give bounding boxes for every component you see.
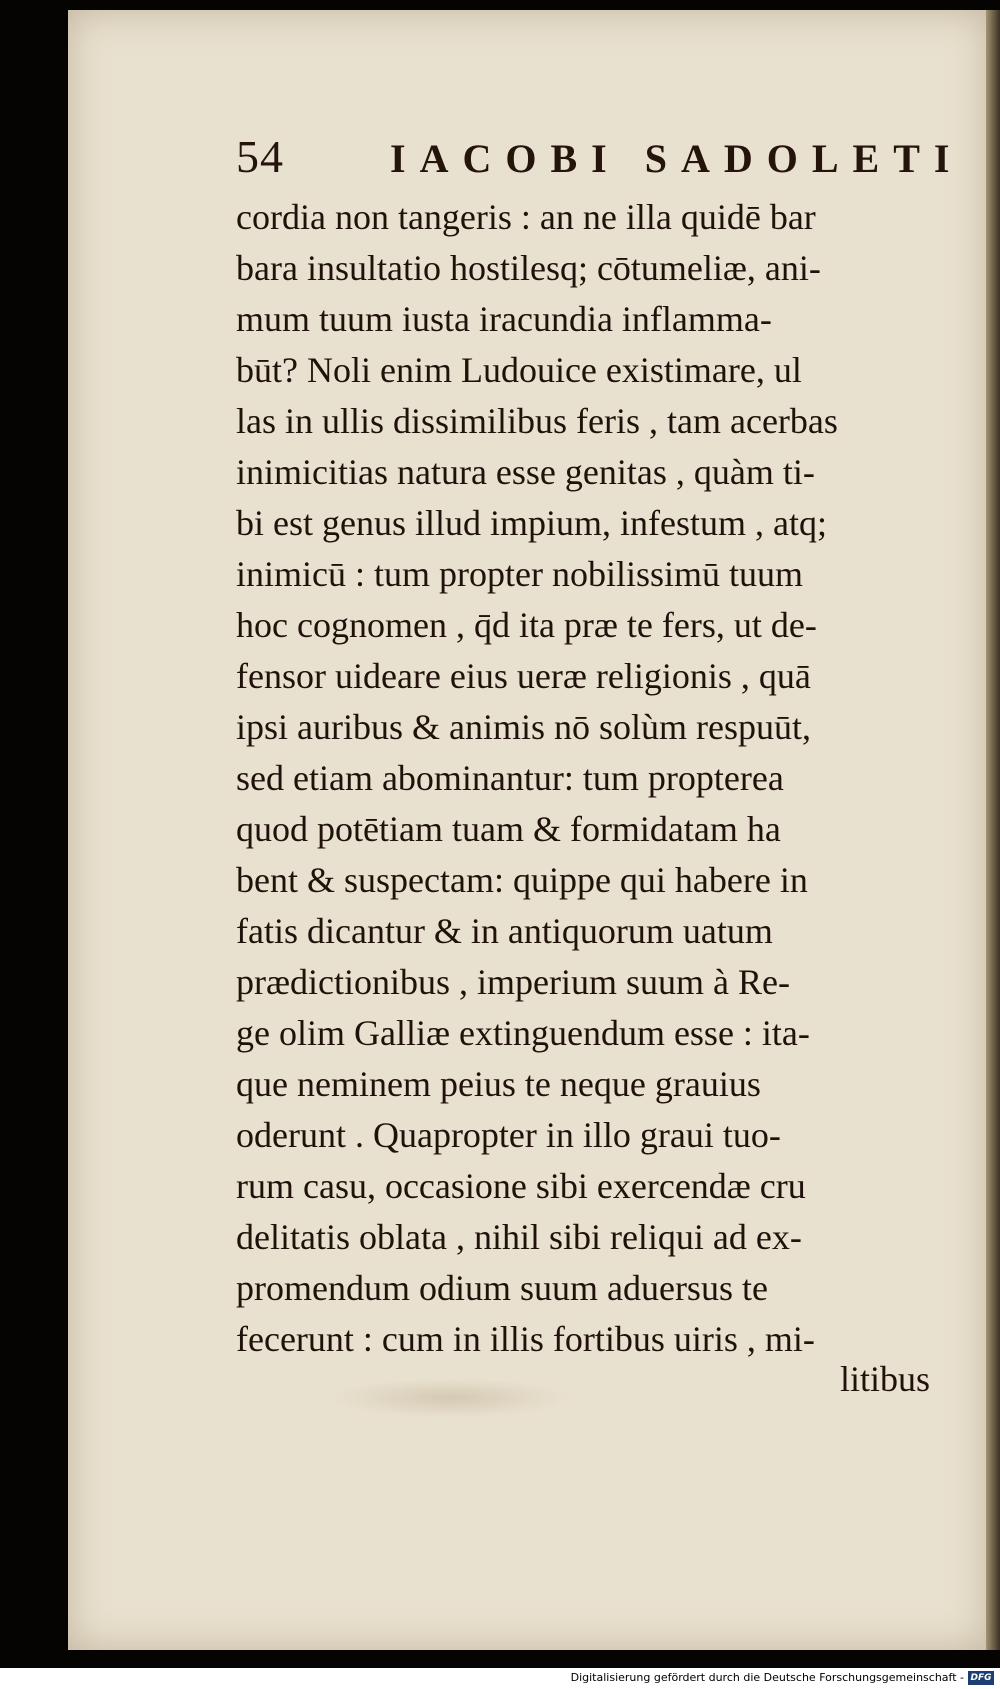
text-line: quod potētiam tuam & formidatam ha <box>236 809 781 849</box>
text-line: fatis dicantur & in antiquorum uatum <box>236 911 773 951</box>
text-line: fensor uideare eius ueræ religionis , quā <box>236 656 811 696</box>
text-line: que neminem peius te neque grauius <box>236 1064 761 1104</box>
text-line: hoc cognomen , q̄d ita præ te fers, ut de- <box>236 605 817 645</box>
footer-credit: Digitalisierung gefördert durch die Deutsche Forschungsgemeinschaft - <box>570 1671 964 1684</box>
text-line: oderunt . Quapropter in illo graui tuo- <box>236 1115 781 1155</box>
text-line: bent & suspectam: quippe qui habere in <box>236 860 808 900</box>
text-line: fecerunt : cum in illis fortibus uiris , mi- <box>236 1319 815 1359</box>
text-line: bara insultatio hostilesq; cōtumeliæ, ani- <box>236 248 821 288</box>
dfg-logo-icon: DFG <box>968 1671 994 1685</box>
text-line: delitatis oblata , nihil sibi reliqui ad ex- <box>236 1217 802 1257</box>
text-line: ipsi auribus & animis nō solùm respuūt, <box>236 707 811 747</box>
running-head <box>236 130 964 190</box>
show-through-mark <box>330 1378 570 1418</box>
text-line: cordia non tangeris : an ne illa quidē bar <box>236 197 816 237</box>
page-header-title: IACOBI SADOLETI <box>390 136 964 181</box>
text-line: inimicitias natura esse genitas , quàm ti- <box>236 452 815 492</box>
text-line: las in ullis dissimilibus feris , tam acerbas <box>236 401 838 441</box>
catchword: litibus <box>840 1359 931 1399</box>
text-line: prædictionibus , imperium suum à Re- <box>236 962 790 1002</box>
text-line: rum casu, occasione sibi exercendæ cru <box>236 1166 806 1206</box>
page-number: 54 <box>236 131 284 182</box>
text-line: promendum odium suum aduersus te <box>236 1268 768 1308</box>
text-line: ge olim Galliæ extinguendum esse : ita- <box>236 1013 810 1053</box>
text-line: mum tuum iusta iracundia inflamma- <box>236 299 772 339</box>
digitization-footer <box>0 1668 1000 1689</box>
text-line: inimicū : tum propter nobilissimū tuum <box>236 554 803 594</box>
body-text <box>236 192 954 1365</box>
text-line: būt? Noli enim Ludouice existimare, ul <box>236 350 802 390</box>
text-line: sed etiam abominantur: tum propterea <box>236 758 784 798</box>
text-line: bi est genus illud impium, infestum , atq; <box>236 503 827 543</box>
